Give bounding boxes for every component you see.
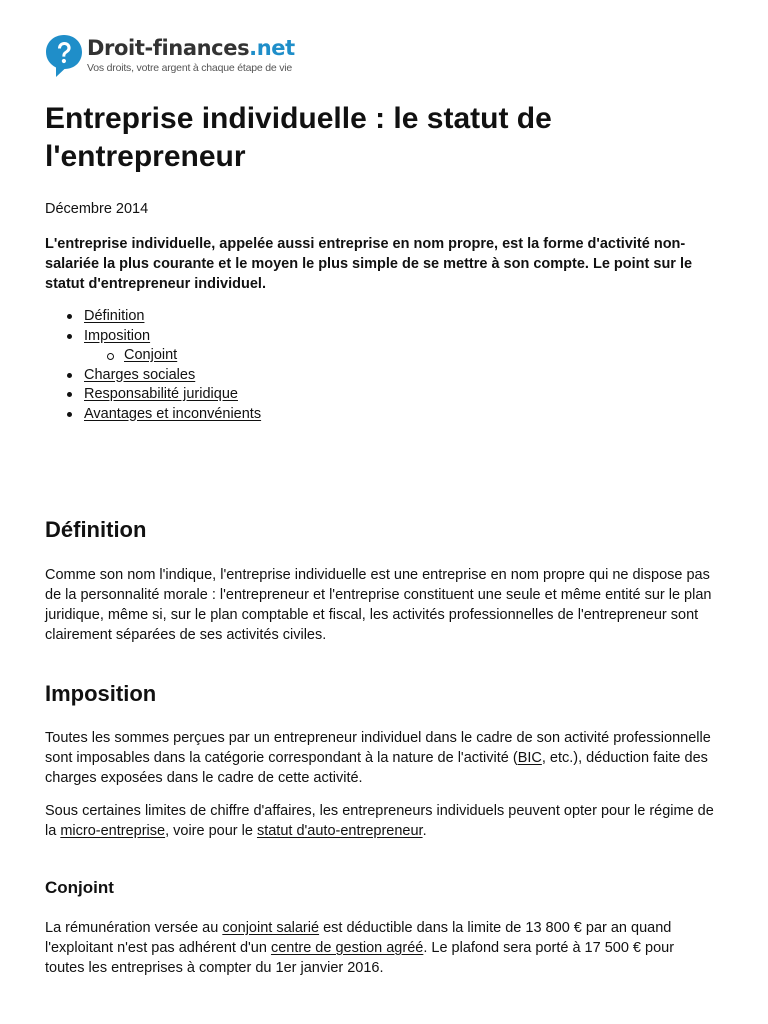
section-heading-imposition: Imposition — [45, 681, 157, 706]
toc-link-definition[interactable]: Définition — [84, 308, 145, 324]
toc-link-conjoint[interactable]: Conjoint — [124, 347, 178, 363]
imposition-p1-text-before: Toutes les sommes perçues par un entrepreneur individuel dans le cadre de son activité professionnelle sont imposables dans la catégorie correspondant à la nature de l'activité ( — [45, 730, 711, 766]
imposition-paragraph-1 — [45, 728, 717, 788]
toc-link-responsabilite[interactable]: Responsabilité juridique — [84, 386, 238, 402]
section-heading-definition: Définition — [45, 517, 147, 542]
table-of-contents — [45, 307, 725, 424]
imposition-p2-text-before: Sous certaines limites de chiffre d'affaires, les entrepreneurs individuels peuvent opter pour le régime de la — [45, 803, 714, 839]
section-heading-conjoint: Conjoint — [45, 878, 114, 897]
bic-link[interactable]: BIC — [517, 750, 542, 766]
imposition-paragraph-2 — [45, 801, 717, 841]
toc-item-conjoint — [45, 346, 725, 366]
page-title: Entreprise individuelle : le statut de l'entrepreneur — [45, 102, 552, 173]
question-bubble-icon — [45, 34, 83, 78]
centre-gestion-agree-link[interactable]: centre de gestion agréé — [270, 940, 424, 956]
imposition-p2-text-middle: , voire pour le — [165, 823, 257, 839]
conjoint-p1-text-middle: est déductible dans la limite de 13 800 € par an quand l'exploitant n'est pas adhérent d'un — [45, 920, 672, 956]
toc-item-charges-sociales — [45, 366, 725, 386]
toc-link-charges-sociales[interactable]: Charges sociales — [84, 366, 196, 383]
publication-date: Décembre 2014 — [45, 201, 149, 217]
conjoint-paragraph — [45, 918, 717, 978]
logo-name-main: Droit-finances — [87, 36, 250, 60]
conjoint-salarie-link[interactable]: conjoint salarié — [222, 920, 320, 936]
logo-tagline: Vos droits, votre argent à chaque étape de vie — [87, 62, 293, 74]
imposition-p2-text-after: . — [422, 823, 427, 839]
toc-item-imposition — [45, 327, 725, 347]
auto-entrepreneur-link[interactable]: statut d'auto-entrepreneur — [256, 823, 423, 839]
toc-item-responsabilite — [45, 385, 725, 405]
toc-link-avantages[interactable]: Avantages et inconvénients — [84, 405, 262, 422]
conjoint-p1-text-after: . Le plafond sera porté à 17 500 € pour toutes les entreprises à compter du 1er janvier 2016. — [45, 940, 675, 976]
toc-item-avantages — [45, 405, 725, 425]
conjoint-p1-text-before: La rémunération versée au — [45, 920, 223, 936]
logo-name-tld: .net — [249, 36, 295, 60]
logo-name — [87, 35, 295, 61]
logo-text — [87, 35, 295, 74]
toc-item-definition — [45, 307, 725, 327]
definition-paragraph: Comme son nom l'indique, l'entreprise individuelle est une entreprise en nom propre qui ne dispose pas de la personnalité morale : l'entrepreneur et l'entreprise constituent une seule et même entité sur le plan juridique, même si, sur le plan comptable et fiscal, les activités professionnelles de l'entrepreneur sont clairement séparées de ses activités civiles. — [45, 567, 712, 643]
lead-paragraph: L'entreprise individuelle, appelée aussi entreprise en nom propre, est la forme d'activité non-salariée la plus courante et le moyen le plus simple de se mettre à son compte. Le point sur le statut d'entrepreneur individuel. — [45, 236, 693, 292]
imposition-p1-text-after: , etc.), déduction faite des charges exposées dans le cadre de cette activité. — [45, 750, 708, 786]
micro-entreprise-link[interactable]: micro-entreprise — [60, 823, 166, 839]
site-logo[interactable] — [45, 34, 295, 78]
toc-link-imposition[interactable]: Imposition — [84, 327, 151, 344]
